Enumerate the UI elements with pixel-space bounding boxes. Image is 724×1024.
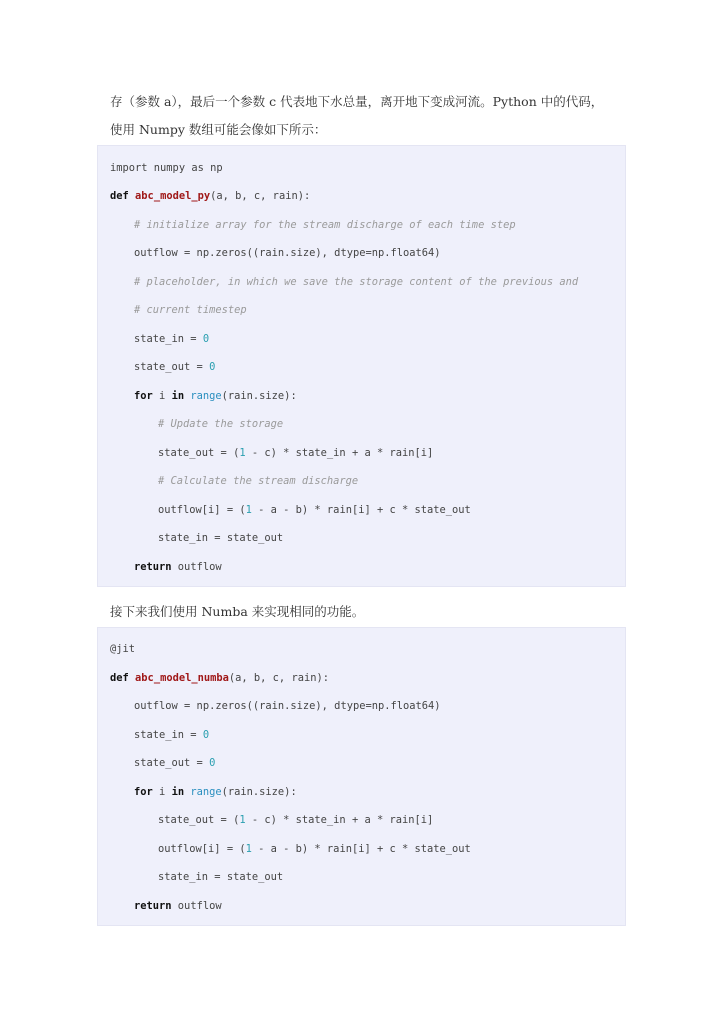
code-text: state_in = <box>134 729 203 741</box>
code-line-import: import numpy as np <box>110 162 223 174</box>
code-line-state-out-init <box>134 360 215 374</box>
keyword-in: in <box>171 390 185 402</box>
code-line-outflow-calc <box>158 842 471 856</box>
code-text: state_out = ( <box>158 447 240 459</box>
code-line-for <box>134 389 297 403</box>
code-comment: # placeholder, in which we save the storage content of the previous and <box>134 276 579 288</box>
function-params: (a, b, c, rain): <box>228 672 329 684</box>
number-literal: 0 <box>202 729 210 741</box>
code-line-return <box>134 899 222 913</box>
code-text: - c) * state_in + a * rain[i] <box>245 814 434 826</box>
intro-paragraph-line-1: 存（参数 a），最后一个参数 c 代表地下水总量，离开地下变成河流。Python 中的代码， <box>110 94 604 109</box>
code-comment: # initialize array for the stream discharge of each time step <box>134 219 516 231</box>
number-literal: 1 <box>239 814 246 826</box>
keyword-for: for <box>134 390 153 402</box>
code-text: state_out = ( <box>158 814 240 826</box>
number-literal: 1 <box>245 504 252 516</box>
function-params: (a, b, c, rain): <box>210 190 311 202</box>
code-line-def <box>110 671 329 685</box>
number-literal: 0 <box>202 333 210 345</box>
code-text: i <box>152 786 172 798</box>
code-text: outflow <box>171 561 222 573</box>
function-name: abc_model_numba <box>135 672 229 684</box>
code-text: i <box>152 390 172 402</box>
code-text: (rain.size): <box>221 390 297 402</box>
keyword-def: def <box>110 190 129 202</box>
function-name: abc_model_py <box>135 190 211 202</box>
keyword-for: for <box>134 786 153 798</box>
code-line-state-in-assign: state_in = state_out <box>158 871 284 883</box>
intro-paragraph-line-2: 使用 Numpy 数组可能会像如下所示： <box>110 122 327 137</box>
code-line-state-in-init <box>134 332 209 346</box>
builtin-range: range <box>190 786 222 798</box>
code-line-state-in-init <box>134 728 209 742</box>
number-literal: 0 <box>209 757 216 769</box>
code-line-return <box>134 560 222 574</box>
code-comment: # Update the storage <box>158 418 284 430</box>
code-text: state_out = <box>134 757 210 769</box>
keyword-in: in <box>171 786 185 798</box>
code-text: (rain.size): <box>221 786 297 798</box>
code-line-for <box>134 785 297 799</box>
code-comment: # current timestep <box>134 304 247 316</box>
keyword-return: return <box>134 561 172 573</box>
code-block-numba <box>97 627 626 926</box>
middle-paragraph: 接下来我们使用 Numba 来实现相同的功能。 <box>110 604 365 619</box>
code-line-update-state <box>158 446 433 460</box>
code-text: outflow[i] = ( <box>158 843 246 855</box>
keyword-def: def <box>110 672 129 684</box>
code-line-decorator: @jit <box>110 643 136 655</box>
number-literal: 1 <box>245 843 252 855</box>
builtin-range: range <box>190 390 222 402</box>
code-line-outflow-init: outflow = np.zeros((rain.size), dtype=np.float64) <box>134 247 441 259</box>
code-block-numpy <box>97 145 626 587</box>
keyword-return: return <box>134 900 172 912</box>
code-text: state_in = <box>134 333 203 345</box>
code-line-update-state <box>158 813 433 827</box>
number-literal: 0 <box>209 361 216 373</box>
code-text: - c) * state_in + a * rain[i] <box>245 447 434 459</box>
code-text: - a - b) * rain[i] + c * state_out <box>251 843 471 855</box>
number-literal: 1 <box>239 447 246 459</box>
code-line-outflow-calc <box>158 503 471 517</box>
code-text: state_out = <box>134 361 210 373</box>
code-line-state-out-init <box>134 756 215 770</box>
code-text: outflow <box>171 900 222 912</box>
code-comment: # Calculate the stream discharge <box>158 475 359 487</box>
code-text: outflow[i] = ( <box>158 504 246 516</box>
code-line-state-in-assign: state_in = state_out <box>158 532 284 544</box>
code-line-outflow-init: outflow = np.zeros((rain.size), dtype=np.float64) <box>134 700 441 712</box>
code-text: - a - b) * rain[i] + c * state_out <box>251 504 471 516</box>
code-line-def <box>110 189 310 203</box>
